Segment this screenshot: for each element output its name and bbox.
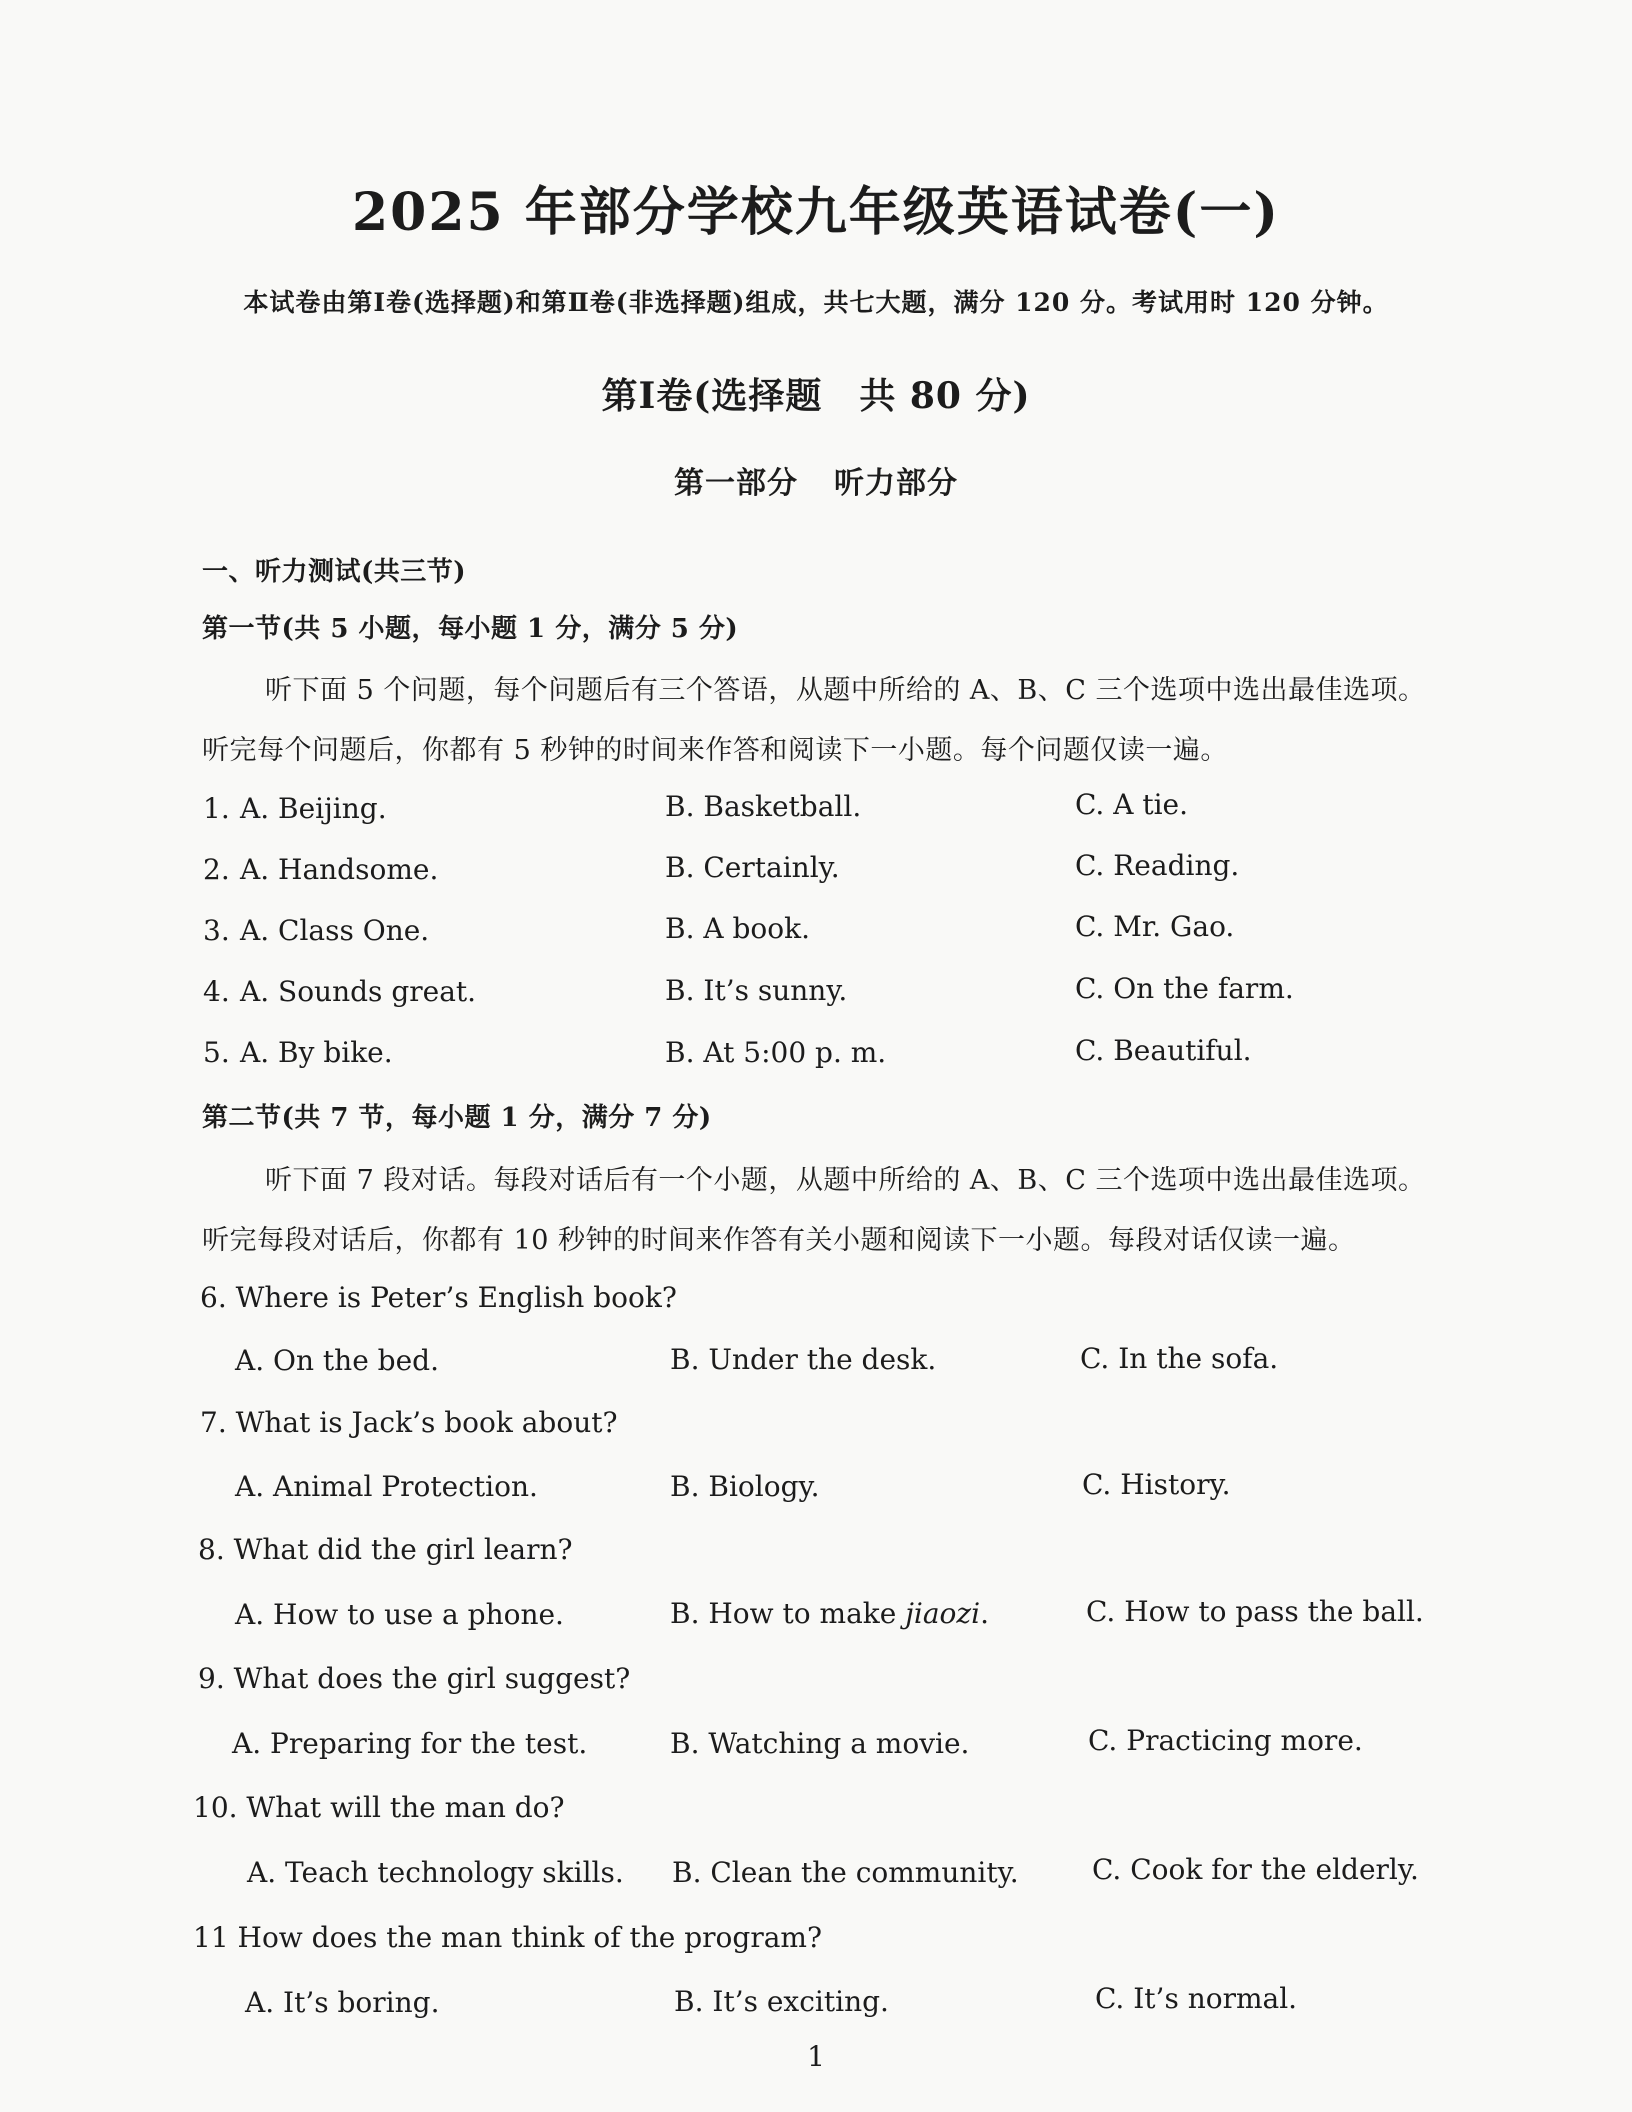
option-c: C. How to pass the ball. xyxy=(1086,1595,1424,1628)
option-a: A. On the bed. xyxy=(235,1344,439,1377)
question-text: 10. What will the man do? xyxy=(193,1791,565,1824)
option-b xyxy=(670,1597,989,1630)
option-b: B. At 5:00 p. m. xyxy=(665,1036,887,1069)
volume-title: 第Ⅰ卷(选择题 共 80 分) xyxy=(601,375,1031,417)
option-c: C. Cook for the elderly. xyxy=(1092,1853,1419,1886)
option-b-prefix: B. How to make xyxy=(670,1597,906,1630)
option-a: A. Handsome. xyxy=(240,853,439,886)
question-text: 9. What does the girl suggest? xyxy=(198,1662,631,1695)
page-number: 1 xyxy=(807,2040,825,2073)
option-c: C. On the farm. xyxy=(1075,972,1294,1005)
question-text: 11 How does the man think of the program? xyxy=(193,1921,822,1954)
option-a: A. Beijing. xyxy=(240,792,387,825)
option-a: A. Teach technology skills. xyxy=(247,1856,624,1889)
option-b: B. Clean the community. xyxy=(672,1856,1019,1889)
item-number: 2. xyxy=(203,853,230,886)
option-c: C. Reading. xyxy=(1075,849,1240,882)
section1-instruction-2: 听完每个问题后，你都有 5 秒钟的时间来作答和阅读下一小题。每个问题仅读一遍。 xyxy=(202,735,1228,766)
option-c: C. Beautiful. xyxy=(1075,1034,1252,1067)
option-b: B. Watching a movie. xyxy=(670,1727,970,1760)
option-a: A. Animal Protection. xyxy=(235,1470,538,1503)
part-title xyxy=(0,458,1632,502)
option-a: A. By bike. xyxy=(240,1036,393,1069)
section2-heading: 第二节(共 7 节，每小题 1 分，满分 7 分) xyxy=(202,1103,712,1133)
section1-heading: 第一节(共 5 小题，每小题 1 分，满分 5 分) xyxy=(202,614,739,644)
option-b: B. Basketball. xyxy=(665,790,862,823)
exam-instructions: 本试卷由第Ⅰ卷(选择题)和第Ⅱ卷(非选择题)组成，共七大题，满分 120 分。考试用时 120 分钟。 xyxy=(243,288,1389,317)
option-b: B. It’s exciting. xyxy=(674,1985,889,2018)
question-text: 7. What is Jack’s book about? xyxy=(200,1406,618,1439)
part-name: 听力部分 xyxy=(834,466,958,501)
section2-instruction-2: 听完每段对话后，你都有 10 秒钟的时间来作答有关小题和阅读下一小题。每段对话仅读一遍。 xyxy=(202,1225,1356,1256)
option-a: A. How to use a phone. xyxy=(235,1598,564,1631)
option-a: A. Sounds great. xyxy=(240,975,477,1008)
option-b: B. Biology. xyxy=(670,1470,820,1503)
section1-instruction-1: 听下面 5 个问题，每个问题后有三个答语，从题中所给的 A、B、C 三个选项中选出最佳选项。 xyxy=(265,675,1426,706)
item-number: 4. xyxy=(203,975,230,1008)
option-a: A. Preparing for the test. xyxy=(232,1727,588,1760)
question-text: 8. What did the girl learn? xyxy=(198,1533,573,1566)
item-number: 1. xyxy=(203,792,230,825)
option-a: A. Class One. xyxy=(240,914,430,947)
option-c: C. Mr. Gao. xyxy=(1075,910,1235,943)
option-b: B. Under the desk. xyxy=(670,1343,937,1376)
option-c: C. History. xyxy=(1082,1468,1231,1501)
option-b: B. It’s sunny. xyxy=(665,974,848,1007)
section-heading: 一、听力测试(共三节) xyxy=(202,557,467,587)
option-b-italic: jiaozi xyxy=(905,1597,981,1630)
option-c: C. Practicing more. xyxy=(1088,1724,1363,1757)
option-c: C. A tie. xyxy=(1075,788,1189,821)
option-c: C. In the sofa. xyxy=(1080,1342,1279,1375)
question-text: 6. Where is Peter’s English book? xyxy=(200,1281,677,1314)
option-b-suffix: . xyxy=(980,1597,990,1630)
item-number: 3. xyxy=(203,914,230,947)
part-number: 第一部分 xyxy=(674,466,798,501)
option-b: B. Certainly. xyxy=(665,851,840,884)
item-number: 5. xyxy=(203,1036,230,1069)
section2-instruction-1: 听下面 7 段对话。每段对话后有一个小题，从题中所给的 A、B、C 三个选项中选出最佳选项。 xyxy=(265,1165,1426,1196)
option-b: B. A book. xyxy=(665,912,811,945)
exam-title: 2025 年部分学校九年级英语试卷(一) xyxy=(351,182,1281,243)
option-c: C. It’s normal. xyxy=(1095,1982,1298,2015)
option-a: A. It’s boring. xyxy=(245,1986,440,2019)
